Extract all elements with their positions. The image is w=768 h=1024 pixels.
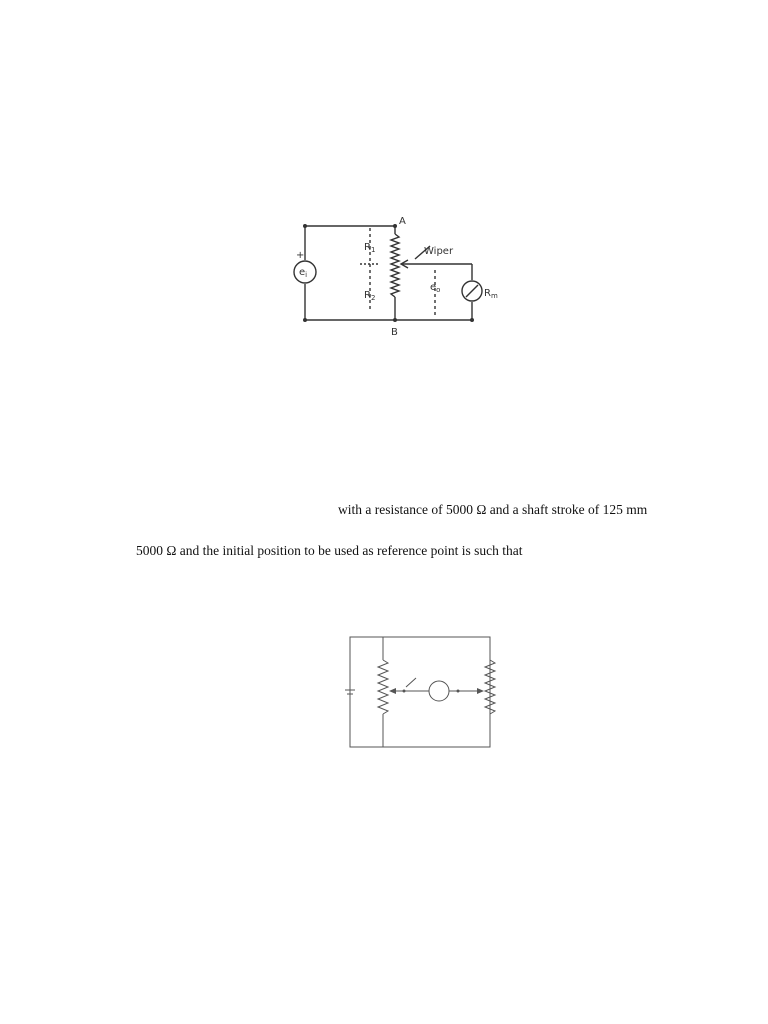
- problem-text-line-2: 5000 Ω and the initial position to be used as reference point is such that: [136, 543, 523, 558]
- output-voltage-label: $e_o$: [430, 282, 441, 294]
- potentiometer-circuit-diagram: [290, 212, 505, 342]
- bridge-circuit-diagram: [340, 630, 500, 755]
- wiper-label: Wiper: [424, 246, 454, 257]
- r2-label: $R_2$: [364, 290, 376, 302]
- input-voltage-label: $e_i$: [299, 267, 308, 279]
- terminal-a-label: A: [399, 216, 406, 227]
- terminal-b-label: B: [391, 327, 398, 338]
- meter-resistance-label: $R_m$: [484, 288, 498, 300]
- r1-label: $R_1$: [364, 242, 376, 254]
- plus-sign: +: [296, 250, 305, 261]
- problem-text-line-1: with a resistance of 5000 Ω and a shaft stroke of 125 mm: [338, 502, 648, 517]
